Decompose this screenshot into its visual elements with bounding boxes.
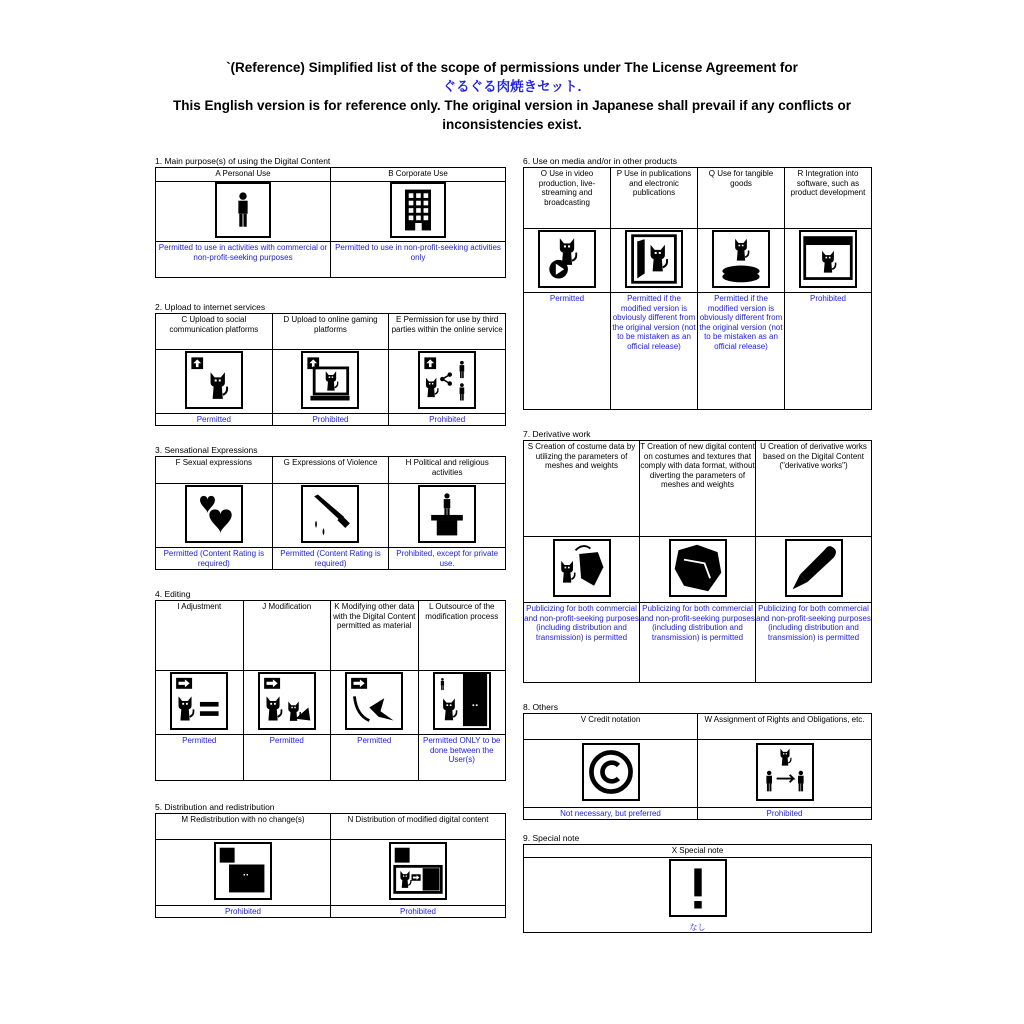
result-text: Permitted (524, 293, 611, 410)
col-head: H Political and religious activities (389, 457, 506, 484)
result-text: Permitted (156, 735, 244, 781)
section-media-use (523, 156, 872, 410)
result-text: Prohibited (272, 414, 389, 426)
result-text: Publicizing for both commercial and non-profit-seeking purposes (including distribution and transmission) is permitted (524, 603, 640, 683)
section-distribution (155, 802, 506, 918)
figure-goods-icon (712, 230, 770, 288)
modify-other-data-icon (345, 672, 403, 730)
permission-table (155, 600, 506, 781)
result-text: Publicizing for both commercial and non-profit-seeking purposes (including distribution and transmission) is permitted (640, 603, 756, 683)
col-head: I Adjustment (156, 601, 244, 671)
section-title: 5. Distribution and redistribution (155, 802, 275, 812)
permission-table (155, 167, 506, 278)
permission-table (155, 456, 506, 570)
col-head: T Creation of new digital content on costumes and textures that comply with data format, without diverting the parameters of meshes and weights (640, 441, 756, 537)
permission-table (523, 440, 872, 683)
distribute-modified-icon (389, 842, 447, 900)
result-text: Permitted if the modified version is obviously different from the original version (not to be mistaken as an official release) (698, 293, 785, 410)
exclamation-icon (669, 859, 727, 917)
col-head: O Use in video production, live-streaming and broadcasting (524, 168, 611, 229)
section-sensational (155, 445, 506, 570)
col-head: M Redistribution with no change(s) (156, 814, 331, 840)
knife-icon (301, 485, 359, 543)
col-head: E Permission for use by third parties within the online service (389, 314, 506, 350)
header-line-1: `(Reference) Simplified list of the scope of permissions under The License Agreement for (226, 60, 798, 75)
hearts-icon (185, 485, 243, 543)
result-text: Prohibited (389, 414, 506, 426)
copyright-icon (582, 743, 640, 801)
third-party-icon (418, 351, 476, 409)
permission-table (155, 313, 506, 426)
video-play-icon (538, 230, 596, 288)
result-text: Publicizing for both commercial and non-profit-seeking purposes (including distribution and transmission) is permitted (756, 603, 872, 683)
section-title: 2. Upload to internet services (155, 302, 266, 312)
col-head: L Outsource of the modification process (418, 601, 506, 671)
col-head: Q Use for tangible goods (698, 168, 785, 229)
col-head: D Upload to online gaming platforms (272, 314, 389, 350)
col-head: S Creation of costume data by utilizing the parameters of meshes and weights (524, 441, 640, 537)
section-title: 4. Editing (155, 589, 191, 599)
col-head: F Sexual expressions (156, 457, 273, 484)
section-title: 8. Others (523, 702, 558, 712)
header-line-3: This English version is for reference only. The original version in Japanese shall prevail if any conflicts or (173, 98, 851, 113)
transfer-rights-icon (756, 743, 814, 801)
result-text: なし (524, 922, 872, 933)
result-text: Not necessary, but preferred (524, 808, 698, 820)
col-head: X Special note (524, 845, 872, 858)
costume-data-icon (553, 539, 611, 597)
redistribute-icon (214, 842, 272, 900)
col-head: U Creation of derivative works based on the Digital Content ("derivative works") (756, 441, 872, 537)
section-editing (155, 589, 506, 781)
adjustment-icon (170, 672, 228, 730)
col-head: C Upload to social communication platforms (156, 314, 273, 350)
texture-icon (669, 539, 727, 597)
col-head: P Use in publications and electronic publications (611, 168, 698, 229)
permission-table (523, 167, 872, 410)
section-upload (155, 302, 506, 426)
section-title: 7. Derivative work (523, 429, 591, 439)
section-derivative (523, 429, 872, 683)
result-text: Prohibited (785, 293, 872, 410)
col-head: B Corporate Use (331, 168, 506, 182)
col-head: W Assignment of Rights and Obligations, etc. (698, 714, 872, 740)
result-text: Prohibited (156, 906, 331, 918)
result-text: Permitted (331, 735, 419, 781)
header-line-4: inconsistencies exist. (442, 117, 582, 132)
section-others (523, 702, 872, 820)
col-head: J Modification (243, 601, 331, 671)
result-text: Permitted (243, 735, 331, 781)
pen-nib-icon (785, 539, 843, 597)
section-title: 9. Special note (523, 833, 580, 843)
section-title: 1. Main purpose(s) of using the Digital Content (155, 156, 331, 166)
result-text: Prohibited (698, 808, 872, 820)
document-header (120, 58, 904, 134)
permission-table (155, 813, 506, 918)
result-text: Permitted to use in non-profit-seeking activities only (331, 242, 506, 278)
header-line-2: ぐるぐる肉焼きセット. (442, 79, 582, 94)
podium-icon (418, 485, 476, 543)
col-head: A Personal Use (156, 168, 331, 182)
gaming-upload-icon (301, 351, 359, 409)
result-text: Permitted (Content Rating is required) (272, 548, 389, 570)
permission-table (523, 713, 872, 820)
personal-use-icon (215, 182, 271, 238)
col-head: R Integration into software, such as product development (785, 168, 872, 229)
result-text: Prohibited (331, 906, 506, 918)
social-upload-icon (185, 351, 243, 409)
publication-icon (625, 230, 683, 288)
result-text: Permitted if the modified version is obviously different from the original version (not to be mistaken as an official release) (611, 293, 698, 410)
result-text: Permitted (Content Rating is required) (156, 548, 273, 570)
building-icon (390, 182, 446, 238)
result-text: Permitted to use in activities with commercial or non-profit-seeking purposes (156, 242, 331, 278)
result-text: Permitted ONLY to be done between the User(s) (418, 735, 506, 781)
section-main-purpose (155, 156, 506, 278)
outsource-icon (433, 672, 491, 730)
permission-table (523, 844, 872, 933)
col-head: G Expressions of Violence (272, 457, 389, 484)
result-text: Prohibited, except for private use. (389, 548, 506, 570)
col-head: V Credit notation (524, 714, 698, 740)
section-special-note (523, 833, 872, 933)
section-title: 6. Use on media and/or in other products (523, 156, 678, 166)
section-title: 3. Sensational Expressions (155, 445, 258, 455)
software-window-icon (799, 230, 857, 288)
col-head: K Modifying other data with the Digital Content permitted as material (331, 601, 419, 671)
modification-icon (258, 672, 316, 730)
col-head: N Distribution of modified digital content (331, 814, 506, 840)
result-text: Permitted (156, 414, 273, 426)
